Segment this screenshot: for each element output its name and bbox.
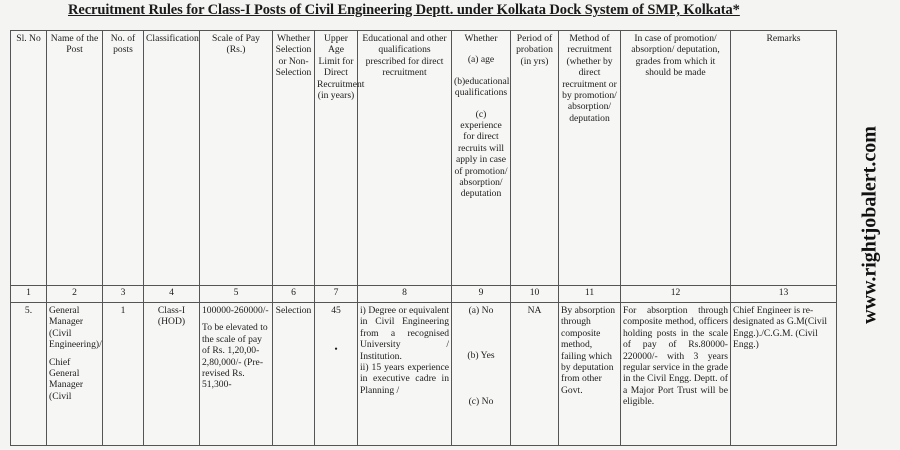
recruitment-rules-table [10, 30, 837, 446]
header-cell: No. of posts [103, 31, 144, 286]
header-row [11, 31, 837, 286]
header-text: (b)educational qualifications [454, 75, 510, 99]
header-cell: Educational and other qualifications prescribed for direct recruitment [358, 31, 452, 286]
watermark [840, 0, 900, 450]
column-number: 3 [103, 286, 144, 303]
pay-scale: 100000-260000/- [202, 305, 269, 316]
header-cell-whether [452, 31, 511, 286]
sl-no-cell: 5. [11, 303, 47, 446]
grades-cell: For absorption through composite method, officers holding posts in the scale of pay of Rs.80000-220000/- with 3 years regular service in the grade in the Civil Engg. Deptt. of a Major Port Trust will be eligible. [621, 303, 731, 446]
column-number: 13 [731, 286, 837, 303]
qualifications-cell [358, 303, 452, 446]
post-name: General Manager (Civil Engineering)/ [49, 305, 102, 351]
qualification-degree: i) Degree or equivalent in Civil Engineering from a recognised University / Institution. [360, 305, 449, 362]
document-title: Recruitment Rules for Class-I Posts of Civil Engineering Deptt. under Kolkata Dock System of SMP, Kolkata* [68, 2, 740, 18]
pay-scale-cell [200, 303, 273, 446]
column-number: 11 [559, 286, 621, 303]
qualification-experience: ii) 15 years experience in executive cadre in Planning / [360, 362, 449, 396]
header-cell: Remarks [731, 31, 837, 286]
header-cell: In case of promotion/ absorption/ deputation, grades from which it should be made [621, 31, 731, 286]
header-cell: Period of probation (in yrs) [511, 31, 559, 286]
column-number: 2 [47, 286, 103, 303]
column-number: 1 [11, 286, 47, 303]
header-cell: Whether Selection or Non-Selection [273, 31, 315, 286]
column-number: 7 [315, 286, 358, 303]
post-name-alt: Chief General Manager (Civil [49, 356, 84, 402]
table-row [11, 303, 837, 446]
column-number: 10 [511, 286, 559, 303]
age-limit-cell [315, 303, 358, 446]
whether-age: (a) No [468, 305, 494, 316]
column-number: 4 [144, 286, 200, 303]
header-cell: Sl. No [11, 31, 47, 286]
column-number: 5 [200, 286, 273, 303]
pay-scale-note: To be elevated to the scale of pay of Rs. 1,20,00-2,80,000/- (Pre-revised Rs. 51,300- [202, 322, 268, 391]
header-text: (c) experience for direct recruits will apply in case of promotion/ absorption/ deputation [454, 108, 508, 200]
column-number-row [11, 286, 837, 303]
whether-education: (b) Yes [467, 350, 495, 362]
remarks-cell: Chief Engineer is re-designated as G.M(Civil Engg.)./C.G.M. (Civil Engg.) [731, 303, 837, 446]
method-cell: By absorption through composite method, failing which by deputation from other Govt. [559, 303, 621, 446]
header-text: Whether [464, 33, 498, 44]
probation-cell: NA [511, 303, 559, 446]
column-number: 6 [273, 286, 315, 303]
column-number: 12 [621, 286, 731, 303]
column-number: 9 [452, 286, 511, 303]
age-limit: 45 [331, 305, 341, 316]
whether-cell [452, 303, 511, 446]
posts-count-cell: 1 [103, 303, 144, 446]
classification-cell: Class-I (HOD) [144, 303, 200, 446]
header-cell: Classification [144, 31, 200, 286]
watermark-text: www.rightjobalert.com [858, 126, 881, 324]
age-mark: • [334, 344, 338, 356]
selection-cell: Selection [273, 303, 315, 446]
header-cell: Name of the Post [47, 31, 103, 286]
header-cell: Scale of Pay (Rs.) [200, 31, 273, 286]
header-text: (a) age [467, 54, 495, 66]
whether-experience: (c) No [468, 395, 494, 407]
column-number: 8 [358, 286, 452, 303]
header-cell: Upper Age Limit for Direct Recruitment (in years) [315, 31, 358, 286]
post-name-cell [47, 303, 103, 446]
header-cell: Method of recruitment (whether by direct recruitment or by promotion/ absorption/ deputation [559, 31, 621, 286]
